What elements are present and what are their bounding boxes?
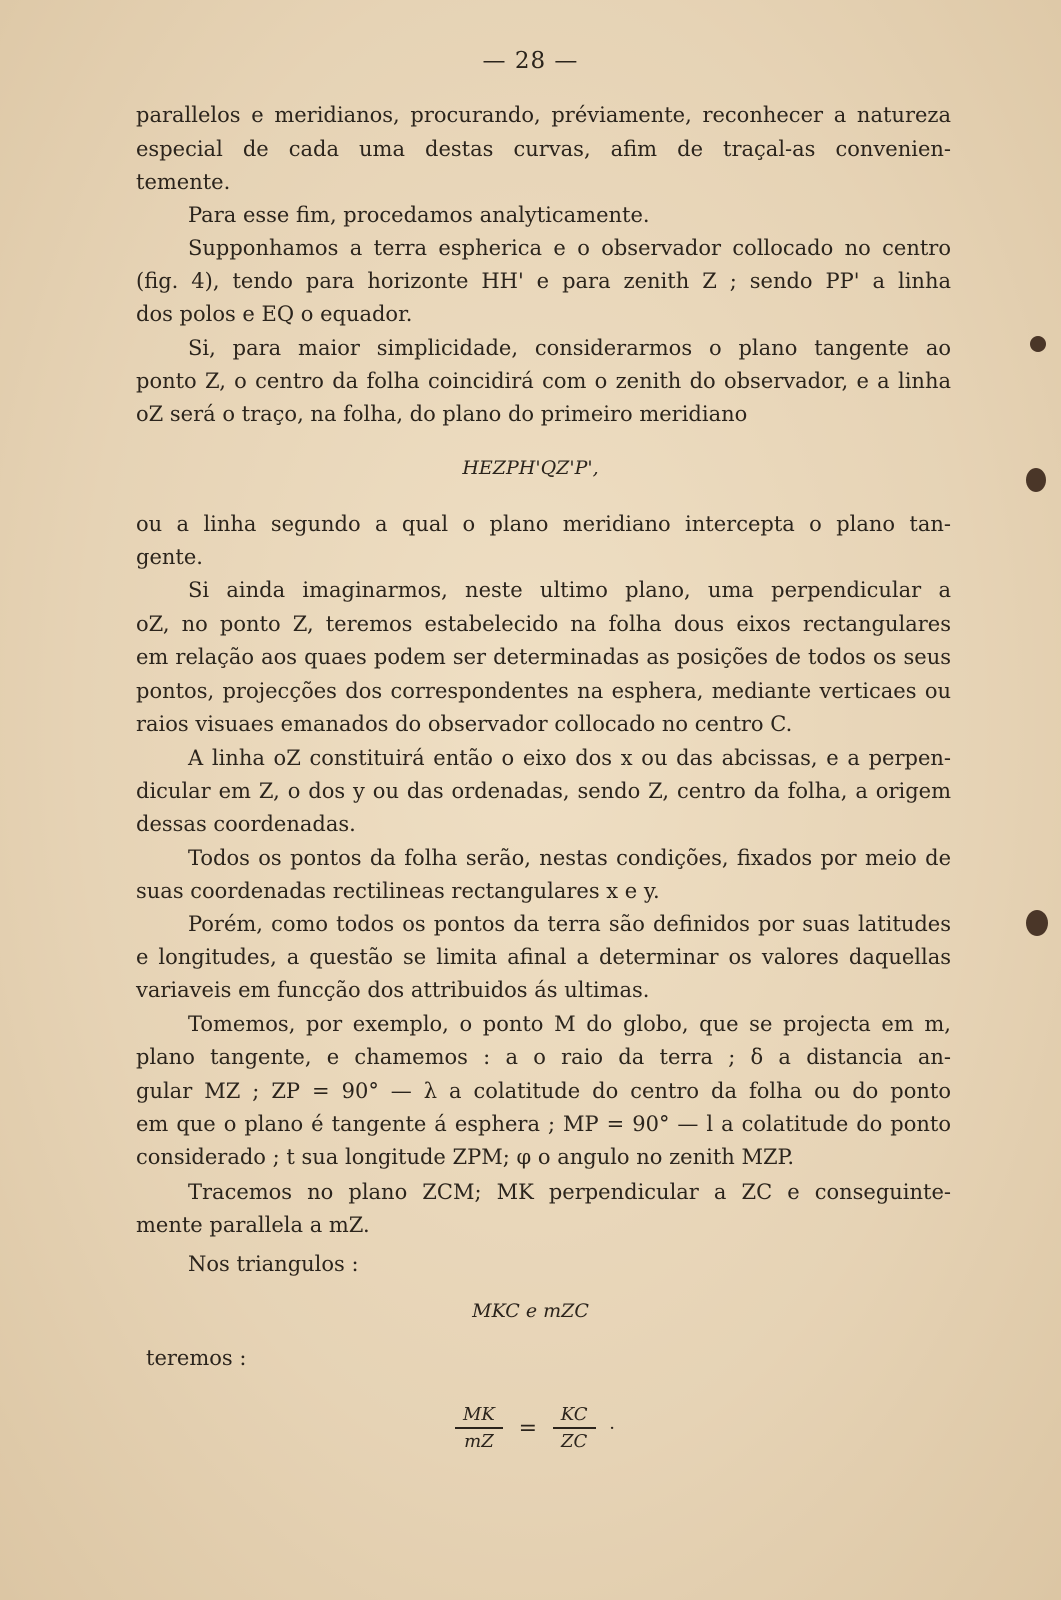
text-line: suas coordenadas rectilineas rectangulares x e y. — [136, 879, 660, 903]
teremos-label: teremos : — [146, 1346, 247, 1370]
ink-stain — [1026, 468, 1046, 492]
text-line: considerado ; t sua longitude ZPM; φ o angulo no zenith MZP. — [136, 1145, 795, 1169]
text-line: (fig. 4), tendo para horizonte HH' e para zenith Z ; sendo PP' a linha — [136, 269, 951, 293]
text-line: Si, para maior simplicidade, considerarmos o plano tangente ao — [188, 336, 951, 360]
text-line: Tomemos, por exemplo, o ponto M do globo, que se projecta em m, — [188, 1012, 951, 1036]
right-fraction — [553, 1404, 596, 1452]
equals-sign: = — [518, 1415, 538, 1441]
text-line: ou a linha segundo a qual o plano meridiano intercepta o plano tan- — [136, 512, 951, 536]
text-line: ponto Z, o centro da folha coincidirá com o zenith do observador, e a linha — [136, 369, 951, 393]
text-line: temente. — [136, 170, 231, 194]
text-line: plano tangente, e chamemos : a o raio da terra ; δ a distancia an- — [136, 1045, 951, 1069]
text-line: dessas coordenadas. — [136, 812, 356, 836]
text-line: A linha oZ constituirá então o eixo dos x ou das abcissas, e a perpen- — [188, 746, 951, 770]
text-line: especial de cada uma destas curvas, afim de traçal-as convenien- — [136, 137, 951, 161]
text-line: Todos os pontos da folha serão, nestas condições, fixados por meio de — [188, 846, 951, 870]
end-dot: · — [609, 1417, 616, 1439]
right-numerator: KC — [553, 1404, 596, 1429]
text-line: Si ainda imaginarmos, neste ultimo plano, uma perpendicular a — [188, 578, 951, 602]
left-numerator: MK — [455, 1404, 503, 1429]
ink-stain — [1026, 910, 1048, 936]
text-line: dicular em Z, o dos y ou das ordenadas, sendo Z, centro da folha, a origem — [136, 779, 951, 803]
text-line: mente parallela a mZ. — [136, 1213, 370, 1237]
text-line: Nos triangulos : — [188, 1252, 359, 1276]
text-line: Para esse fim, procedamos analyticamente. — [188, 203, 650, 227]
page-number: — 28 — — [482, 48, 579, 74]
right-denominator: ZC — [561, 1431, 588, 1452]
text-line: em que o plano é tangente á esphera ; MP = 90° — l a colatitude do ponto — [136, 1112, 951, 1136]
text-line: gular MZ ; ZP = 90° — λ a colatitude do centro da folha ou do ponto — [136, 1079, 951, 1103]
text-line: Supponhamos a terra espherica e o observador collocado no centro — [188, 236, 951, 260]
text-line: e longitudes, a questão se limita afinal a determinar os valores daquellas — [136, 945, 951, 969]
text-line: gente. — [136, 545, 203, 569]
text-line: parallelos e meridianos, procurando, préviamente, reconhecer a natureza — [136, 103, 951, 127]
triangles-label: MKC e mZC — [472, 1300, 589, 1322]
text-line: dos polos e EQ o equador. — [136, 302, 413, 326]
text-line: pontos, projecções dos correspondentes na esphera, mediante verticaes ou — [136, 679, 951, 703]
equation-meridian: HEZPH'QZ'P', — [462, 457, 599, 479]
ink-stain — [1030, 336, 1046, 352]
text-line: oZ será o traço, na folha, do plano do primeiro meridiano — [136, 402, 748, 426]
text-line: em relação aos quaes podem ser determinadas as posições de todos os seus — [136, 645, 951, 669]
text-line: oZ, no ponto Z, teremos estabelecido na folha dous eixos rectangulares — [136, 612, 951, 636]
left-denominator: mZ — [464, 1431, 494, 1452]
proportion-equation — [455, 1404, 615, 1452]
text-line: Tracemos no plano ZCM; MK perpendicular a ZC e conseguinte- — [188, 1180, 951, 1204]
text-line: variaveis em funcção dos attribuidos ás ultimas. — [136, 978, 650, 1002]
text-line: Porém, como todos os pontos da terra são definidos por suas latitudes — [188, 912, 951, 936]
left-fraction — [455, 1404, 503, 1452]
text-line: raios visuaes emanados do observador collocado no centro C. — [136, 712, 793, 736]
